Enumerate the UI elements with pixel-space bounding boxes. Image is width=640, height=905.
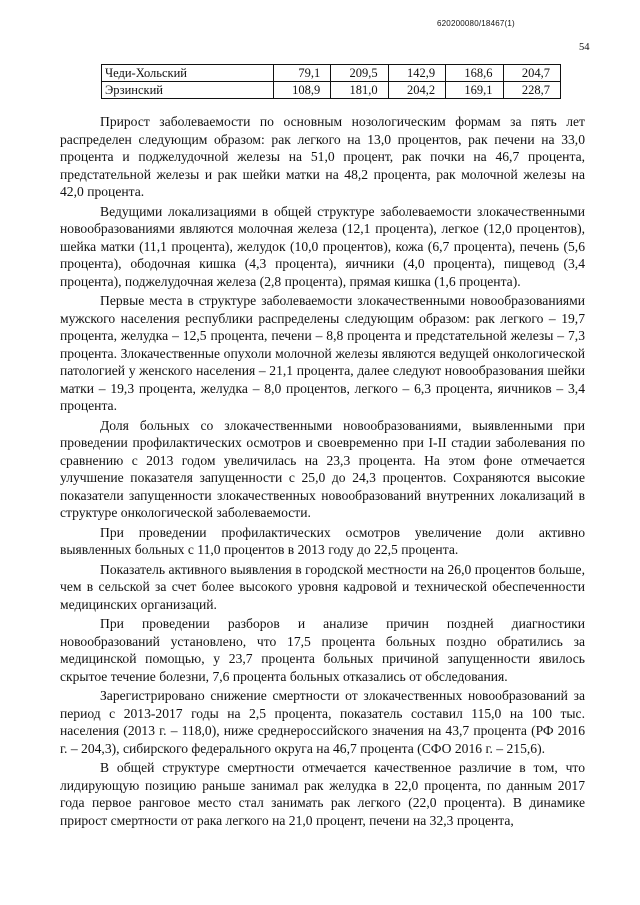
table-cell-value: 209,5 (331, 65, 388, 82)
table-cell-value: 108,9 (273, 82, 330, 99)
table-cell-district: Эрзинский (102, 82, 274, 99)
paragraph: Доля больных со злокачественными новообразованиями, выявленными при проведении профилактических осмотров и своевременно при I-II стадии заболевания по сравнению с 2013 годом увеличилась на 23,3 процента. На этом фоне отмечается улучшение показателя запущенности с 25,0 до 24,3 процентов. Сохраняются высокие показатели запущенности злокачественных новообразований внутренних локализаций в структуре онкологической заболеваемости. (60, 417, 585, 520)
paragraph: Первые места в структуре заболеваемости злокачественными новообразованиями мужского населения республики распределены следующим образом: рак легкого – 19,7 процента, желудка – 12,5 процента, печени – 8,8 процента и предстательной железы – 7,3 процента. Злокачественные опухоли молочной железы являются ведущей онкологической патологией у женского населения – 21,1 процента, далее следуют новообразования шейки матки – 19,3 процента, желудка – 8,0 процентов, легкого – 6,3 процента, яичников – 3,4 процента. (60, 293, 585, 413)
table-cell-value: 228,7 (503, 82, 560, 99)
document-body (60, 113, 585, 831)
paragraph: Зарегистрировано снижение смертности от злокачественных новообразований за период с 2013-2017 годы на 2,5 процента, показатель составил 115,0 на 100 тыс. населения (2013 г. – 118,0), ниже среднероссийского значения на 43,7 процента (РФ 2016 г. – 204,3), сибирского федерального округа на 46,7 процента (СФО 2016 г. – 215,6). (60, 688, 585, 756)
table-row (102, 65, 561, 82)
paragraph: Прирост заболеваемости по основным нозологическим формам за пять лет распределен следующим образом: рак легкого на 13,0 процентов, рак печени на 33,0 процента и поджелудочной железы на 51,0 процент, рак почки на 46,7 процента, предстательной железы и рак шейки матки на 48,2 процента, рак молочной железы на 42,0 процента. (60, 114, 585, 199)
table-cell-district: Чеди-Хольский (102, 65, 274, 82)
table-cell-value: 181,0 (331, 82, 388, 99)
document-code: 620200080/18467(1) (437, 19, 515, 28)
table-cell-value: 204,2 (388, 82, 445, 99)
paragraph: При проведении профилактических осмотров увеличение доли активно выявленных больных с 11,0 процентов в 2013 году до 22,5 процента. (60, 524, 585, 557)
paragraph: В общей структуре смертности отмечается качественное различие в том, что лидирующую позицию раньше занимал рак желудка в 22,0 процента, по данным 2017 года первое ранговое место стал занимать рак легкого (22,0 процента). В динамике прирост смертности от рака легкого на 21,0 процент, печени на 32,3 процента, (60, 760, 585, 828)
paragraph: Ведущими локализациями в общей структуре заболеваемости злокачественными новообразованиями являются молочная железа (12,1 процента), легкое (12,0 процентов), шейка матки (11,1 процента), желудок (10,0 процентов), кожа (6,7 процента), печень (5,6 процента), ободочная кишка (4,3 процента), яичники (4,0 процента), пищевод (3,4 процента), поджелудочная железа (2,8 процента), прямая кишка (1,6 процента). (60, 203, 585, 289)
table-cell-value: 204,7 (503, 65, 560, 82)
table-row (102, 82, 561, 99)
table-cell-value: 79,1 (273, 65, 330, 82)
district-stats-table (101, 64, 561, 99)
page-number: 54 (579, 42, 590, 53)
table-cell-value: 142,9 (388, 65, 445, 82)
table-cell-value: 169,1 (446, 82, 503, 99)
paragraph: Показатель активного выявления в городской местности на 26,0 процентов больше, чем в сельской за счет более высокого уровня кадровой и технической обеспеченности медицинских организаций. (60, 561, 585, 612)
table-cell-value: 168,6 (446, 65, 503, 82)
paragraph: При проведении разборов и анализе причин поздней диагностики новообразований установлено, что 17,5 процента больных поздно обратились за медицинской помощью, у 23,7 процента больных причиной запущенности явилось скрытое течение болезни, 7,6 процента больных отказались от обследования. (60, 616, 585, 684)
